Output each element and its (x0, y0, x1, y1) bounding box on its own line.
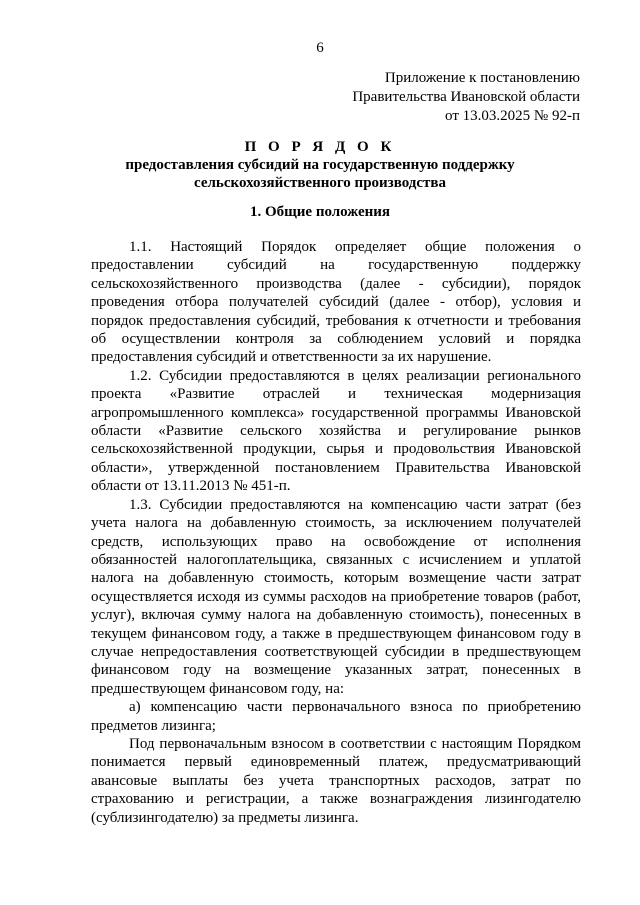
subtitle-line-2: сельскохозяйственного производства (194, 175, 446, 191)
paragraph-item-a: а) компенсацию части первоначального взноса по приобретению предметов лизинга; (91, 699, 581, 734)
document-subtitle (0, 156, 640, 192)
appendix-line-1: Приложение к постановлению (384, 70, 580, 86)
paragraph-definition: Под первоначальным взносом в соответствии с настоящим Порядком понимается первый единовременный платеж, предусматривающий авансовые выплаты без учета транспортных расходов, затрат по страхованию и регистрации, а также вознаграждения лизингодателю (сублизингодателю) за предметы лизинга. (91, 735, 581, 826)
appendix-block (352, 69, 580, 126)
appendix-line-3: от 13.03.2025 № 92-п (445, 108, 580, 124)
section-heading: 1. Общие положения (249, 204, 391, 220)
paragraph-1-2: 1.2. Субсидии предоставляются в целях реализации регионального проекта «Развитие отраслей и техническая модернизация агропромышленного комплекса» государственной программы Ивановской области «Развитие сельского хозяйства и регулирование рынков сельскохозяйственной продукции, сырья и продовольствия Ивановской области», утвержденной постановлением Правительства Ивановской области от 13.11.2013 № 451-п. (91, 367, 581, 495)
subtitle-line-1: предоставления субсидий на государственную поддержку (125, 157, 515, 173)
appendix-line-2: Правительства Ивановской области (352, 89, 580, 105)
document-body (91, 238, 581, 827)
paragraph-1-1: 1.1. Настоящий Порядок определяет общие положения о предоставлении субсидий на государственную поддержку сельскохозяйственного производства (далее - субсидии), порядок проведения отбора получателей субсидий (далее - отбор), условия и порядок предоставления субсидий, требования к отчетности и требования об осуществлении контроля за соблюдением условий и порядка предоставления субсидий и ответственности за их нарушение. (91, 239, 581, 366)
paragraph-1-3: 1.3. Субсидии предоставляются на компенсацию части затрат (без учета налога на добавленную стоимость, за исключением получателей средств, использующих право на освобождение от исполнения обязанностей налогоплательщика, связанных с исчислением и уплатой налога на добавленную стоимость, которым возмещение части затрат осуществляется исходя из суммы расходов на приобретение товаров (работ, услуг), включая сумму налога на добавленную стоимость), понесенных в текущем финансовом году, а также в предшествующем финансовом году в случае непредоставления соответствующей субсидии в предшествующем финансовом году на возмещение указанных затрат, понесенных в предшествующем финансовом году, на: (91, 496, 581, 697)
document-title: П О Р Я Д О К (244, 139, 396, 155)
page-number: 6 (316, 40, 324, 56)
